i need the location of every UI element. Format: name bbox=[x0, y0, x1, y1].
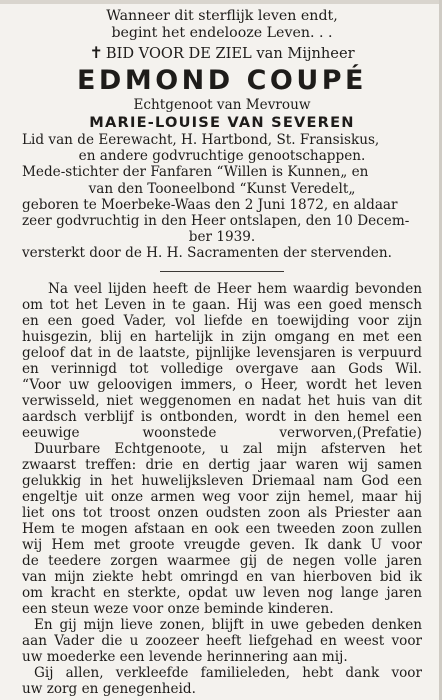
paper-edge-top bbox=[0, 0, 442, 4]
text-line: eeuwige woonstede verworven,(Prefatie) bbox=[22, 424, 422, 441]
text-line: een steun weze voor onze beminde kinderen. bbox=[22, 600, 334, 617]
prefatie-reference: (Prefatie) bbox=[356, 424, 422, 441]
bio-line-theatre: van den Tooneelbond “Kunst Veredelt„ bbox=[88, 180, 356, 197]
text-line: Hem te mogen afstaan en ook een tweeden zoon zullen bbox=[22, 520, 422, 537]
text-line: zwaarst treffen: drie en dertig jaar waren wij samen bbox=[22, 456, 422, 473]
text-line: en een goed Vader, vol liefde en toewijding voor zijn bbox=[22, 312, 422, 329]
text-line: Duurbare Echtgenoote, u zal mijn afsterven het bbox=[34, 440, 422, 457]
text-line: aan Vader die u zoozeer heeft liefgehad en weest voor bbox=[22, 632, 422, 649]
text-line: huisgezin, blij en hartelijk in zijn omgang en met een bbox=[22, 328, 422, 345]
bio-line-societies: en andere godvruchtige genootschappen. bbox=[78, 148, 366, 165]
text-line: uw moederke een levende herinnering aan mij. bbox=[22, 648, 348, 665]
bio-line-died: zeer godvruchtig in den Heer ontslapen, den 10 Decem- bbox=[22, 213, 410, 230]
text-line: aardsch verblijf is ontbonden, wordt in den hemel een bbox=[22, 408, 422, 425]
text-line: om tot het Leven in te gaan. Hij was een goed mensch bbox=[22, 296, 422, 313]
opening-line-1: Wanneer dit sterflijk leven endt, bbox=[106, 8, 338, 24]
text-line: Gij allen, verkleefde familieleden, hebt dank voor bbox=[34, 664, 422, 681]
text-line: uw zorg en genegenheid. bbox=[22, 680, 196, 697]
spouse-intro: Echtgenoot van Mevrouw bbox=[133, 97, 311, 113]
prayer-request-text: BID VOOR DE ZIEL van Mijnheer bbox=[105, 45, 355, 62]
text-line: van mijn ziekte hebt omringd en van hierboven bid ik bbox=[22, 568, 422, 585]
text-line: en verinnigd tot volledige overgave aan Gods Wil. bbox=[22, 360, 422, 377]
text-line: En gij mijn lieve zonen, blijft in uwe gebeden denken bbox=[34, 616, 422, 633]
memorial-text bbox=[22, 281, 422, 697]
deceased-name: EDMOND COUPÉ bbox=[76, 65, 367, 96]
cross-icon: ✝ bbox=[89, 43, 103, 62]
text-line: gelukkig in het huwelijksleven Driemaal nam God een bbox=[22, 472, 422, 489]
prayer-request bbox=[22, 43, 422, 64]
bio-line-fanfare: Mede-stichter der Fanfaren “Willen is Kunnen„ en bbox=[22, 164, 369, 181]
bio-line-memberships: Lid van de Eerewacht, H. Hartbond, St. Fransiskus, bbox=[22, 132, 380, 148]
spouse-name: MARIE-LOUISE VAN SEVEREN bbox=[89, 114, 355, 131]
bio-line-born: geboren te Moerbeke-Waas den 2 Juni 1872, en aldaar bbox=[22, 196, 398, 213]
bio-line-year: ber 1939. bbox=[188, 229, 256, 246]
bio-line-sacraments: versterkt door de H. H. Sacramenten der stervenden. bbox=[22, 245, 392, 262]
text-line: engeltje uit onze armen weg voor zijn hemel, maar hij bbox=[22, 488, 422, 505]
text-line: “Voor uw geloovigen immers, o Heer, wordt het leven bbox=[22, 376, 422, 393]
divider bbox=[160, 271, 284, 272]
text-line: Na veel lijden heeft de Heer hem waardig bevonden bbox=[48, 280, 422, 297]
text-line: de teedere zorgen waarmee gij de negen volle jaren bbox=[22, 552, 422, 569]
text-line: om kracht en sterkte, opdat uw leven nog lange jaren bbox=[22, 584, 422, 601]
text-line: verwisseld, niet weggenomen en nadat het huis van dit bbox=[22, 392, 422, 409]
text-line: geloof dat in de laatste, pijnlijke levensjaren is verpuurd bbox=[22, 344, 422, 361]
text-line: liet ons tot troost onzen oudsten zoon als Priester aan bbox=[22, 504, 422, 521]
text-line: wij Hem met groote vreugde geven. Ik dank U voor bbox=[22, 536, 422, 553]
opening-line-2: begint het endelooze Leven. . . bbox=[111, 25, 333, 41]
